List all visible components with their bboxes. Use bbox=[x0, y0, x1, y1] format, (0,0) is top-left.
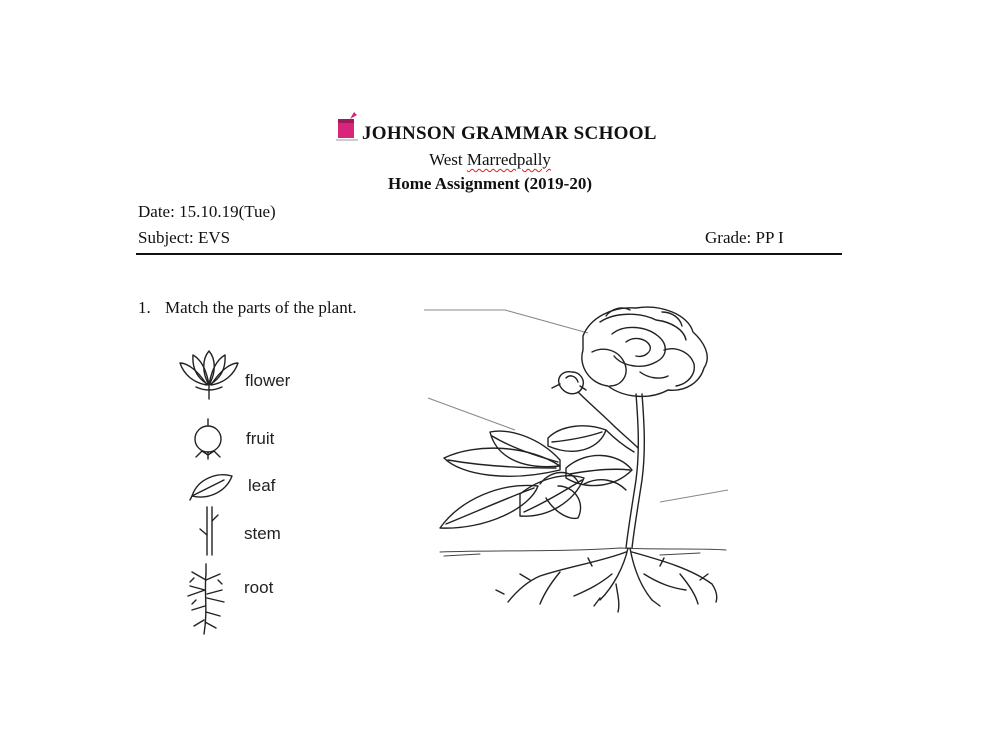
part-label-root: root bbox=[244, 578, 274, 597]
part-label-stem: stem bbox=[244, 524, 281, 543]
school-name: JOHNSON GRAMMAR SCHOOL bbox=[362, 123, 657, 144]
rose-leaves bbox=[440, 426, 632, 528]
subject-line: Subject: EVS bbox=[138, 228, 231, 247]
question-number: 1. bbox=[138, 298, 151, 317]
grade-line: Grade: PP I bbox=[705, 228, 784, 247]
part-label-fruit: fruit bbox=[246, 429, 275, 448]
assignment-title: Home Assignment (2019-20) bbox=[388, 174, 592, 193]
part-label-leaf: leaf bbox=[248, 476, 276, 495]
part-label-flower: flower bbox=[245, 371, 291, 390]
ground-line bbox=[440, 548, 726, 556]
location-name: Marredpally bbox=[466, 150, 551, 169]
question-text: Match the parts of the plant. bbox=[165, 298, 357, 317]
rose-flower bbox=[582, 307, 707, 396]
rose-bud bbox=[552, 372, 612, 424]
location-prefix: West bbox=[429, 150, 467, 169]
rose-roots bbox=[496, 548, 717, 612]
rose-stem bbox=[606, 394, 644, 548]
date-line: Date: 15.10.19(Tue) bbox=[138, 202, 276, 221]
